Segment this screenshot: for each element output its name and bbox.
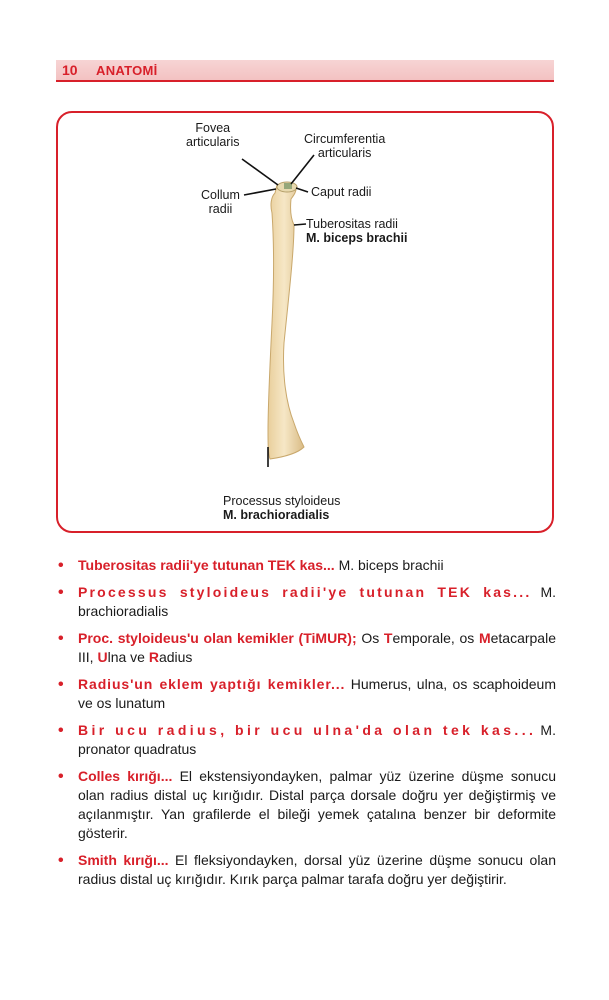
list-item: • Smith kırığı... El fleksiyondayken, dorsal yüz üzerine düşme sonucu olan radius distal uç kırığıdır. Kırık parça palmar tarafa doğru yer değiştirir.: [58, 852, 556, 887]
page-header: [56, 60, 554, 82]
list-item: • Radius'un eklem yaptığı kemikler... Humerus, ulna, os scaphoideum ve os lunatum: [58, 676, 556, 711]
list-item: • Tuberositas radii'ye tutunan TEK kas... M. biceps brachii: [58, 557, 444, 574]
page-number: 10: [62, 62, 78, 78]
processus-styloideus-label: Processus styloideus M. brachioradialis: [223, 494, 341, 522]
collum-radii-label: Collum radii: [201, 188, 240, 216]
chapter-title: ANATOMİ: [96, 62, 158, 78]
circumferentia-articularis-label: Circumferentia articularis: [304, 132, 386, 160]
list-item: • Bir ucu radius, bir ucu ulna'da olan tek kas... M. pronator quadratus: [58, 722, 556, 757]
list-item: • Colles kırığı... El ekstensiyondayken, palmar yüz üzerine düşme sonucu olan radius distal uç kırığıdır. Distal parça dorsale doğru yer değiştirmiş ve açılanmıştır. Yan grafilerde el bileği yemek çatalına benzer bir deformite gösterir.: [58, 768, 556, 841]
fovea-articularis-label: Fovea articularis: [186, 121, 240, 149]
tuberositas-radii-label: Tuberositas radii M. biceps brachii: [306, 217, 408, 245]
radius-bone-illustration: [58, 113, 556, 535]
caput-radii-label: Caput radii: [311, 185, 372, 199]
radius-figure: [56, 111, 554, 533]
bullet-list: [58, 556, 556, 897]
list-item: • Proc. styloideus'u olan kemikler (TiMUR); Os Temporale, os Metacarpale III, Ulna ve Radius: [58, 630, 556, 665]
list-item: • Processus styloideus radii'ye tutunan TEK kas... M. brachioradialis: [58, 584, 556, 619]
